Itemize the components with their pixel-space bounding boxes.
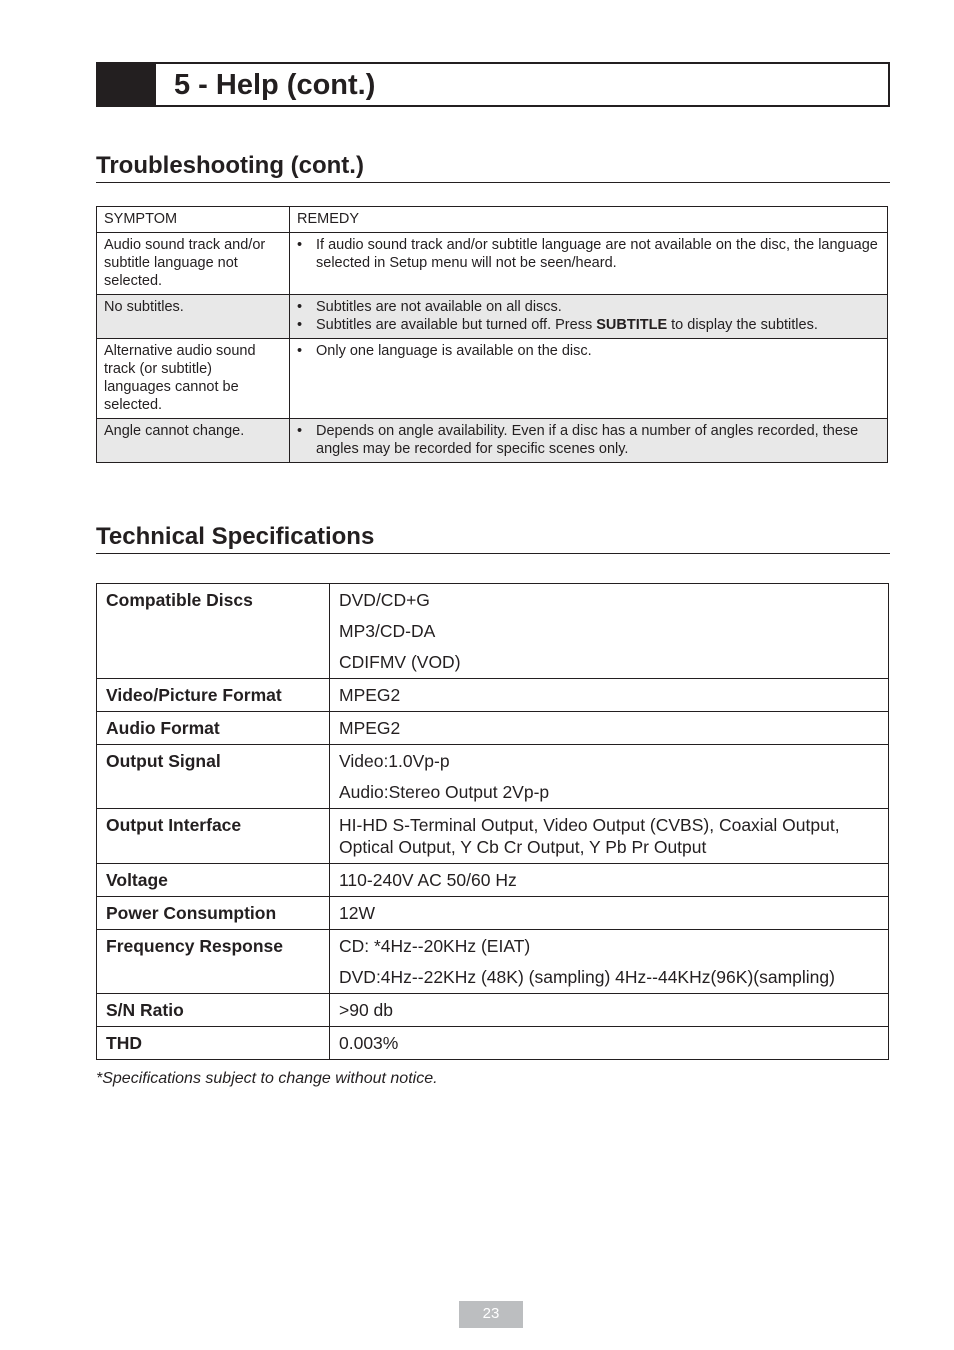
spec-value: DVD/CD+G MP3/CD-DA CDIFMV (VOD) bbox=[330, 584, 889, 679]
spec-row bbox=[97, 994, 889, 1027]
spec-row bbox=[97, 809, 889, 864]
symptom-cell: Audio sound track and/or subtitle language not selected. bbox=[97, 233, 290, 295]
table-row bbox=[97, 233, 888, 295]
spec-value: >90 db bbox=[330, 994, 889, 1027]
spec-label: Voltage bbox=[97, 864, 330, 897]
remedy-item: • Subtitles are available but turned off. Press SUBTITLE to display the subtitles. bbox=[297, 317, 818, 333]
remedy-cell bbox=[290, 295, 888, 339]
spec-row bbox=[97, 864, 889, 897]
specs-footnote: *Specifications subject to change without notice. bbox=[96, 1070, 438, 1087]
symptom-header: SYMPTOM bbox=[97, 207, 290, 233]
spec-row bbox=[97, 897, 889, 930]
spec-label: THD bbox=[97, 1027, 330, 1060]
specs-table bbox=[96, 583, 889, 1060]
symptom-cell: Alternative audio sound track (or subtitle) languages cannot be selected. bbox=[97, 339, 290, 419]
spec-label: Output Signal bbox=[97, 745, 330, 809]
spec-value: 110-240V AC 50/60 Hz bbox=[330, 864, 889, 897]
spec-row bbox=[97, 745, 889, 809]
spec-row bbox=[97, 584, 889, 679]
chapter-header bbox=[96, 62, 890, 107]
spec-row bbox=[97, 679, 889, 712]
table-row bbox=[97, 339, 888, 419]
table-row bbox=[97, 295, 888, 339]
spec-value: MPEG2 bbox=[330, 679, 889, 712]
spec-label: Audio Format bbox=[97, 712, 330, 745]
troubleshooting-title: Troubleshooting (cont.) bbox=[96, 152, 890, 183]
spec-row bbox=[97, 712, 889, 745]
spec-value: 0.003% bbox=[330, 1027, 889, 1060]
remedy-item: • Depends on angle availability. Even if a disc has a number of angles recorded, these angles may be recorded for specific scenes only. bbox=[297, 423, 859, 457]
spec-label: S/N Ratio bbox=[97, 994, 330, 1027]
symptom-cell: No subtitles. bbox=[97, 295, 290, 339]
chapter-title: 5 - Help (cont.) bbox=[174, 69, 376, 101]
spec-value: HI-HD S-Terminal Output, Video Output (CVBS), Coaxial Output, Optical Output, Y Cb Cr Output, Y Pb Pr Output bbox=[330, 809, 889, 864]
spec-row bbox=[97, 930, 889, 994]
troubleshooting-table bbox=[96, 206, 888, 463]
specs-title: Technical Specifications bbox=[96, 523, 890, 554]
remedy-cell bbox=[290, 419, 888, 463]
remedy-item: • Only one language is available on the disc. bbox=[297, 343, 592, 359]
spec-row bbox=[97, 1027, 889, 1060]
remedy-cell bbox=[290, 339, 888, 419]
spec-label: Compatible Discs bbox=[97, 584, 330, 679]
spec-label: Frequency Response bbox=[97, 930, 330, 994]
spec-value: Video:1.0Vp-p Audio:Stereo Output 2Vp-p bbox=[330, 745, 889, 809]
symptom-cell: Angle cannot change. bbox=[97, 419, 290, 463]
table-row bbox=[97, 419, 888, 463]
remedy-cell bbox=[290, 233, 888, 295]
spec-value: CD: *4Hz--20KHz (EIAT) DVD:4Hz--22KHz (48K) (sampling) 4Hz--44KHz(96K)(sampling) bbox=[330, 930, 889, 994]
chapter-header-block bbox=[98, 64, 156, 105]
page-number: 23 bbox=[459, 1301, 523, 1328]
spec-value: MPEG2 bbox=[330, 712, 889, 745]
remedy-header: REMEDY bbox=[290, 207, 888, 233]
spec-label: Power Consumption bbox=[97, 897, 330, 930]
remedy-item: • Subtitles are not available on all discs. bbox=[297, 299, 562, 315]
remedy-item: • If audio sound track and/or subtitle language are not available on the disc, the language selected in Setup menu will not be seen/heard. bbox=[297, 237, 878, 271]
table-header-row bbox=[97, 207, 888, 233]
spec-label: Output Interface bbox=[97, 809, 330, 864]
subtitle-key: SUBTITLE bbox=[596, 317, 668, 333]
spec-label: Video/Picture Format bbox=[97, 679, 330, 712]
spec-value: 12W bbox=[330, 897, 889, 930]
